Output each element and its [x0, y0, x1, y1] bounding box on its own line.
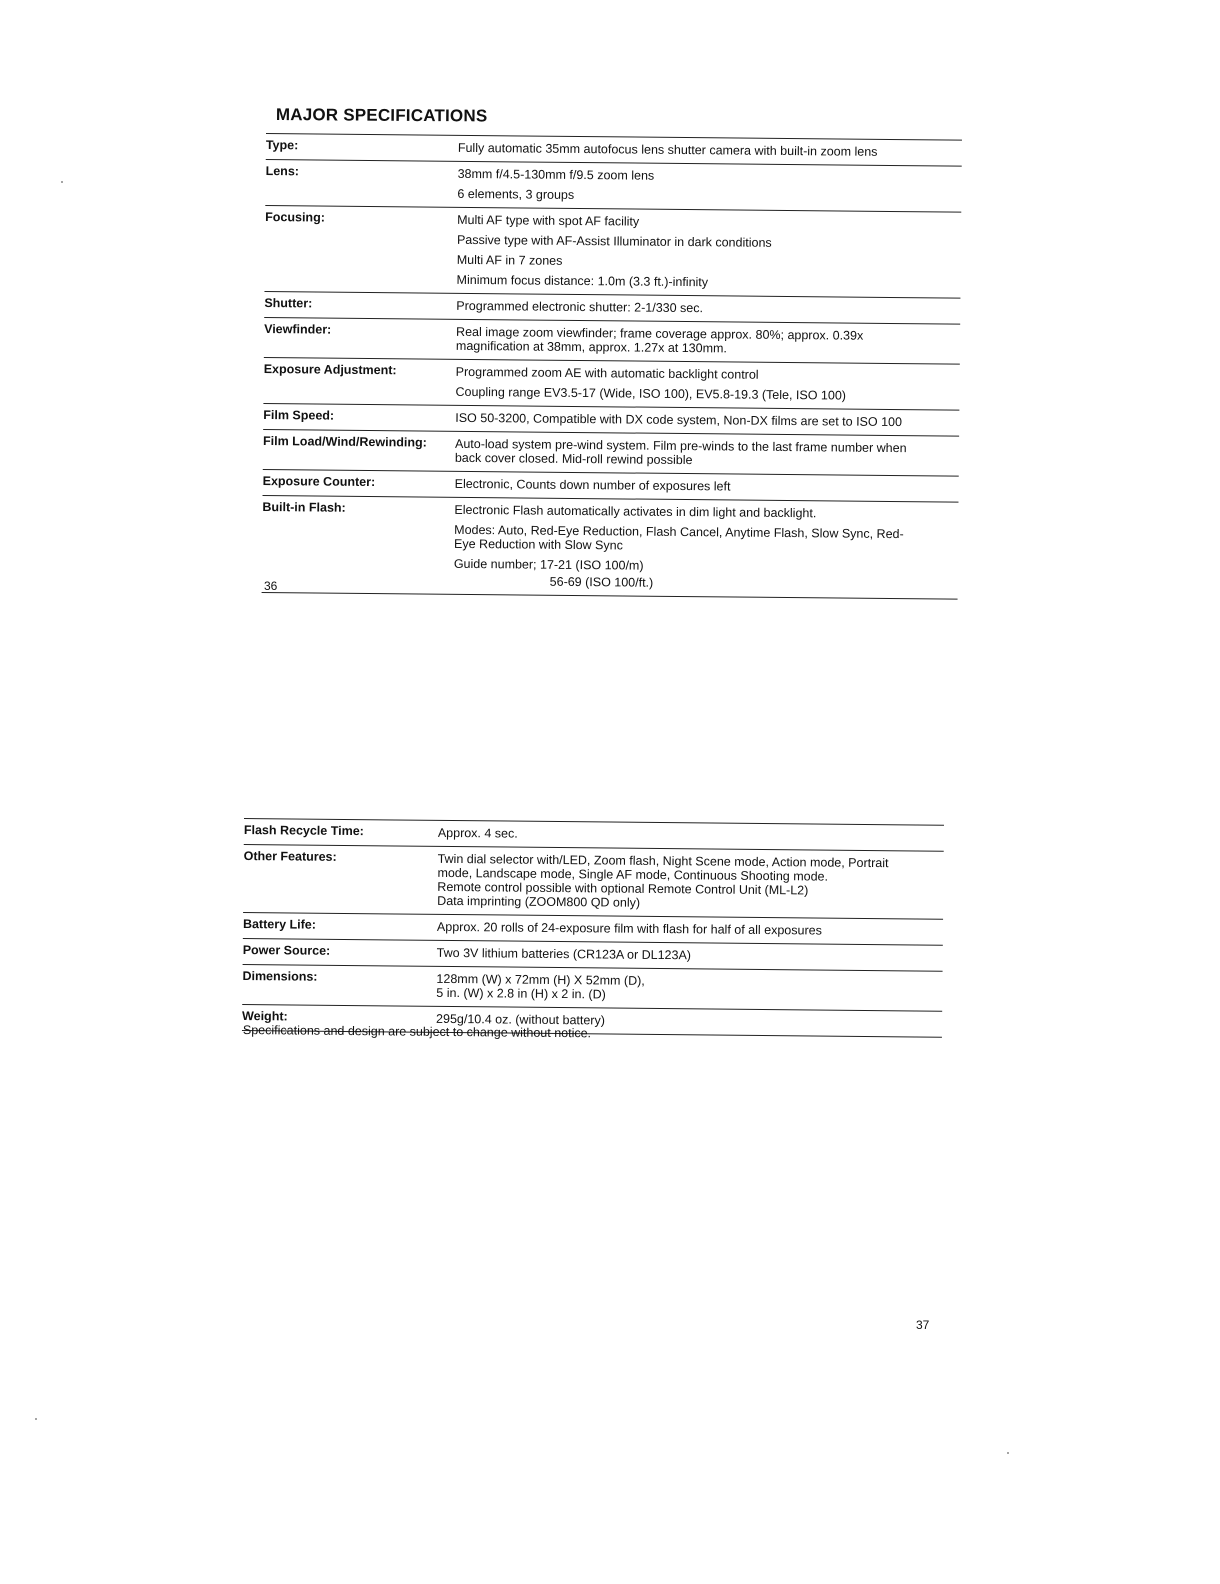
- spec-value: Electronic, Counts down number of exposures left: [454, 476, 731, 494]
- spec-values: [457, 210, 962, 295]
- spec-row-other-features: [243, 844, 944, 919]
- spec-value: Passive type with AF-Assist Illuminator in dark conditions: [456, 232, 772, 250]
- spec-value: Two 3V lithium batteries (CR123A or DL123A): [436, 945, 692, 963]
- spec-label: Type:: [265, 137, 299, 153]
- page-number: 37: [916, 1318, 930, 1332]
- spec-value: Real image zoom viewfinder; frame coverage approx. 80%; approx. 0.39x magnification at 38mm, approx. 1.27x at 130mm.: [455, 324, 864, 356]
- footnote: Specifications and design are subject to change without notice.: [242, 1023, 592, 1041]
- spec-row-viewfinder: [264, 317, 960, 364]
- spec-value: ISO 50-3200, Compatible with DX code system, Non-DX films are set to ISO 100: [455, 410, 903, 430]
- spec-label: Built-in Flash:: [262, 499, 346, 515]
- specifications-table-page-36: [262, 133, 962, 600]
- spec-values: [437, 943, 943, 968]
- spec-value: 38mm f/4.5-130mm f/9.5 zoom lens: [457, 166, 655, 183]
- spec-label: Shutter:: [264, 295, 313, 311]
- scan-speck: [61, 181, 63, 183]
- spec-label: Exposure Adjustment:: [263, 361, 397, 378]
- spec-values: [437, 917, 943, 942]
- spec-value: Approx. 20 rolls of 24-exposure film with flash for half of all exposures: [436, 919, 822, 938]
- spec-value: Coupling range EV3.5-17 (Wide, ISO 100), EV5.8-19.3 (Tele, ISO 100): [455, 384, 847, 403]
- spec-label: Exposure Counter:: [262, 473, 376, 490]
- spec-value: 128mm (W) x 72mm (H) X 52mm (D), 5 in. (W) x 2.8 in (H) x 2 in. (D): [436, 971, 645, 1002]
- spec-values: [455, 362, 959, 407]
- spec-value: Electronic Flash automatically activates in dim light and backlight.: [454, 502, 817, 521]
- spec-value: Programmed electronic shutter: 2-1/330 sec.: [456, 298, 704, 316]
- spec-row-lens: [265, 159, 961, 212]
- page-number: 36: [264, 579, 278, 593]
- spec-label: Dimensions:: [242, 968, 318, 984]
- spec-label: Other Features:: [243, 848, 337, 864]
- spec-value: Twin dial selector with/LED, Zoom flash, Night Scene mode, Action mode, Portrait mode, Landscape mode, Single AF mode, Continuous Shooting mode. Remote control possible with optional Remote Control Unit (ML-L2) Data imprinting (ZOOM800 QD only): [437, 851, 889, 910]
- spec-label: Lens:: [265, 163, 300, 179]
- spec-values: [458, 138, 962, 163]
- spec-values: [436, 969, 942, 1008]
- spec-values: [455, 474, 959, 499]
- spec-values: [455, 408, 959, 433]
- spec-value: Guide number; 17-21 (ISO 100/m): [453, 556, 644, 573]
- spec-value: Multi AF type with spot AF facility: [457, 212, 640, 229]
- spec-value: Minimum focus distance: 1.0m (3.3 ft.)-infinity: [456, 272, 709, 290]
- spec-values: [456, 296, 960, 321]
- spec-value: Multi AF in 7 zones: [456, 252, 563, 268]
- scan-speck: [35, 1418, 37, 1420]
- spec-row-dimensions: [242, 964, 942, 1011]
- specifications-table-page-37: [242, 818, 944, 1041]
- spec-values: [454, 500, 959, 596]
- spec-row-film-load: [263, 429, 959, 476]
- spec-value: Approx. 4 sec.: [437, 825, 518, 841]
- spec-value: 56-69 (ISO 100/ft.): [549, 574, 654, 590]
- spec-value: Fully automatic 35mm autofocus lens shutter camera with built-in zoom lens: [457, 140, 878, 159]
- spec-row-focusing: [264, 205, 961, 298]
- spec-row-exposure-adjustment: [263, 357, 959, 410]
- spec-label: Power Source:: [242, 942, 331, 958]
- spec-value: Modes: Auto, Red-Eye Reduction, Flash Cancel, Anytime Flash, Slow Sync, Red- Eye Reduction with Slow Sync: [453, 522, 904, 553]
- page-title: MAJOR SPECIFICATIONS: [275, 105, 488, 126]
- spec-value: Auto-load system pre-wind system. Film pre-winds to the last frame number when back cover closed. Mid-roll rewind possible: [454, 436, 907, 468]
- spec-label: Battery Life:: [242, 916, 316, 932]
- spec-value: Programmed zoom AE with automatic backlight control: [455, 364, 759, 382]
- spec-values: [456, 322, 960, 361]
- scan-speck: [1007, 1452, 1009, 1454]
- spec-values: [437, 849, 944, 916]
- spec-label: Weight:: [242, 1008, 288, 1024]
- spec-row-built-in-flash: [262, 495, 959, 600]
- spec-values: [455, 434, 959, 473]
- spec-label: Flash Recycle Time:: [243, 822, 364, 839]
- spec-label: Viewfinder:: [264, 321, 332, 337]
- spec-values: [438, 823, 944, 848]
- spec-label: Focusing:: [265, 209, 325, 225]
- spec-value: 295g/10.4 oz. (without battery): [436, 1011, 605, 1028]
- spec-label: Film Load/Wind/Rewinding:: [262, 433, 427, 450]
- spec-values: [457, 164, 961, 209]
- spec-label: Film Speed:: [263, 407, 335, 423]
- spec-value: 6 elements, 3 groups: [457, 186, 575, 202]
